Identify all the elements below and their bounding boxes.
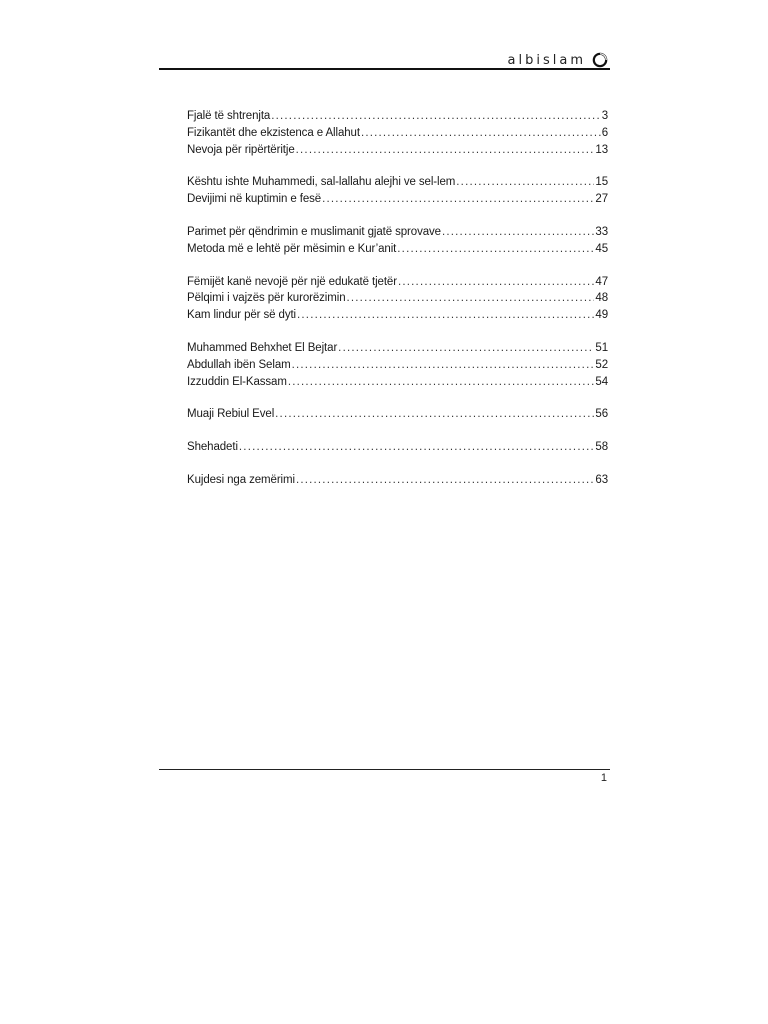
dot-leader (361, 125, 601, 142)
header-brand (508, 52, 608, 68)
dot-leader (271, 108, 600, 125)
toc-group (187, 174, 608, 208)
toc-entry-title: Metoda më e lehtë për mësimin e Kur’anit (187, 242, 397, 255)
toc-entry-page: 6 (601, 126, 608, 139)
toc-entry-title: Pëlqimi i vajzës për kurorëzimin (187, 292, 346, 305)
dot-leader (397, 241, 594, 258)
toc-entry-title: Fëmijët kanë nevojë për një edukatë tjetër (187, 275, 397, 288)
circle-logo-icon (592, 52, 608, 68)
toc-entry[interactable] (187, 340, 608, 357)
toc-entry[interactable] (187, 290, 608, 307)
dot-leader (398, 274, 594, 291)
toc-entry-page: 52 (595, 358, 608, 371)
toc-entry[interactable] (187, 307, 608, 324)
toc-entry-page: 13 (595, 143, 608, 156)
toc-entry-title: Abdullah ibën Selam (187, 358, 291, 371)
table-of-contents (187, 108, 608, 505)
dot-leader (297, 307, 594, 324)
toc-entry-title: Parimet për qëndrimin e muslimanit gjatë sprovave (187, 225, 441, 238)
toc-entry-page: 45 (595, 242, 608, 255)
toc-group (187, 274, 608, 324)
toc-entry-title: Devijimi në kuptimin e fesë (187, 193, 322, 206)
dot-leader (322, 191, 594, 208)
toc-entry-page: 3 (601, 110, 608, 122)
dot-leader (347, 290, 595, 307)
dot-leader (288, 374, 595, 391)
toc-entry[interactable] (187, 274, 608, 291)
toc-entry-page: 51 (595, 341, 608, 354)
toc-entry-title: Izzuddin El-Kassam (187, 375, 287, 388)
toc-entry-title: Fjalë të shtrenjta (187, 110, 271, 122)
toc-entry[interactable] (187, 108, 608, 125)
toc-entry[interactable] (187, 374, 608, 391)
toc-group (187, 340, 608, 390)
toc-entry-page: 58 (595, 441, 608, 454)
dot-leader (456, 174, 594, 191)
toc-entry[interactable] (187, 439, 608, 456)
toc-entry[interactable] (187, 174, 608, 191)
dot-leader (442, 224, 594, 241)
toc-entry[interactable] (187, 357, 608, 374)
toc-group (187, 224, 608, 258)
toc-group (187, 108, 608, 158)
toc-entry-page: 63 (595, 473, 608, 486)
dot-leader (296, 472, 594, 489)
toc-entry-page: 56 (595, 408, 608, 421)
toc-group (187, 472, 608, 489)
dot-leader (292, 357, 595, 374)
toc-entry[interactable] (187, 191, 608, 208)
toc-entry-title: Kështu ishte Muhammedi, sal-lallahu alejhi ve sel-lem (187, 176, 456, 189)
toc-entry-title: Kujdesi nga zemërimi (187, 473, 295, 486)
toc-entry[interactable] (187, 142, 608, 159)
toc-entry-page: 15 (595, 176, 608, 189)
toc-entry[interactable] (187, 125, 608, 142)
toc-entry-page: 33 (595, 225, 608, 238)
toc-entry[interactable] (187, 224, 608, 241)
toc-entry-page: 47 (595, 275, 608, 288)
toc-entry-page: 27 (595, 193, 608, 206)
toc-entry-title: Nevoja për ripërtëritje (187, 143, 295, 156)
dot-leader (296, 142, 595, 159)
toc-entry-page: 48 (595, 292, 608, 305)
toc-entry-title: Kam lindur për së dyti (187, 309, 297, 322)
toc-entry[interactable] (187, 406, 608, 423)
toc-entry-title: Shehadeti (187, 441, 238, 454)
toc-entry-title: Fizikantët dhe ekzistenca e Allahut (187, 126, 360, 139)
dot-leader (275, 406, 594, 423)
toc-entry[interactable] (187, 241, 608, 258)
page-number: 1 (600, 772, 607, 784)
toc-entry-title: Muhammed Behxhet El Bejtar (187, 341, 338, 354)
dot-leader (338, 340, 594, 357)
toc-group (187, 406, 608, 423)
toc-entry-page: 54 (595, 375, 608, 388)
toc-entry-title: Muaji Rebiul Evel (187, 408, 275, 421)
toc-entry[interactable] (187, 472, 608, 489)
footer-divider (159, 769, 610, 770)
toc-entry-page: 49 (595, 309, 608, 322)
dot-leader (239, 439, 595, 456)
header-divider (159, 68, 610, 70)
brand-name: albislam (507, 52, 586, 68)
toc-group (187, 439, 608, 456)
